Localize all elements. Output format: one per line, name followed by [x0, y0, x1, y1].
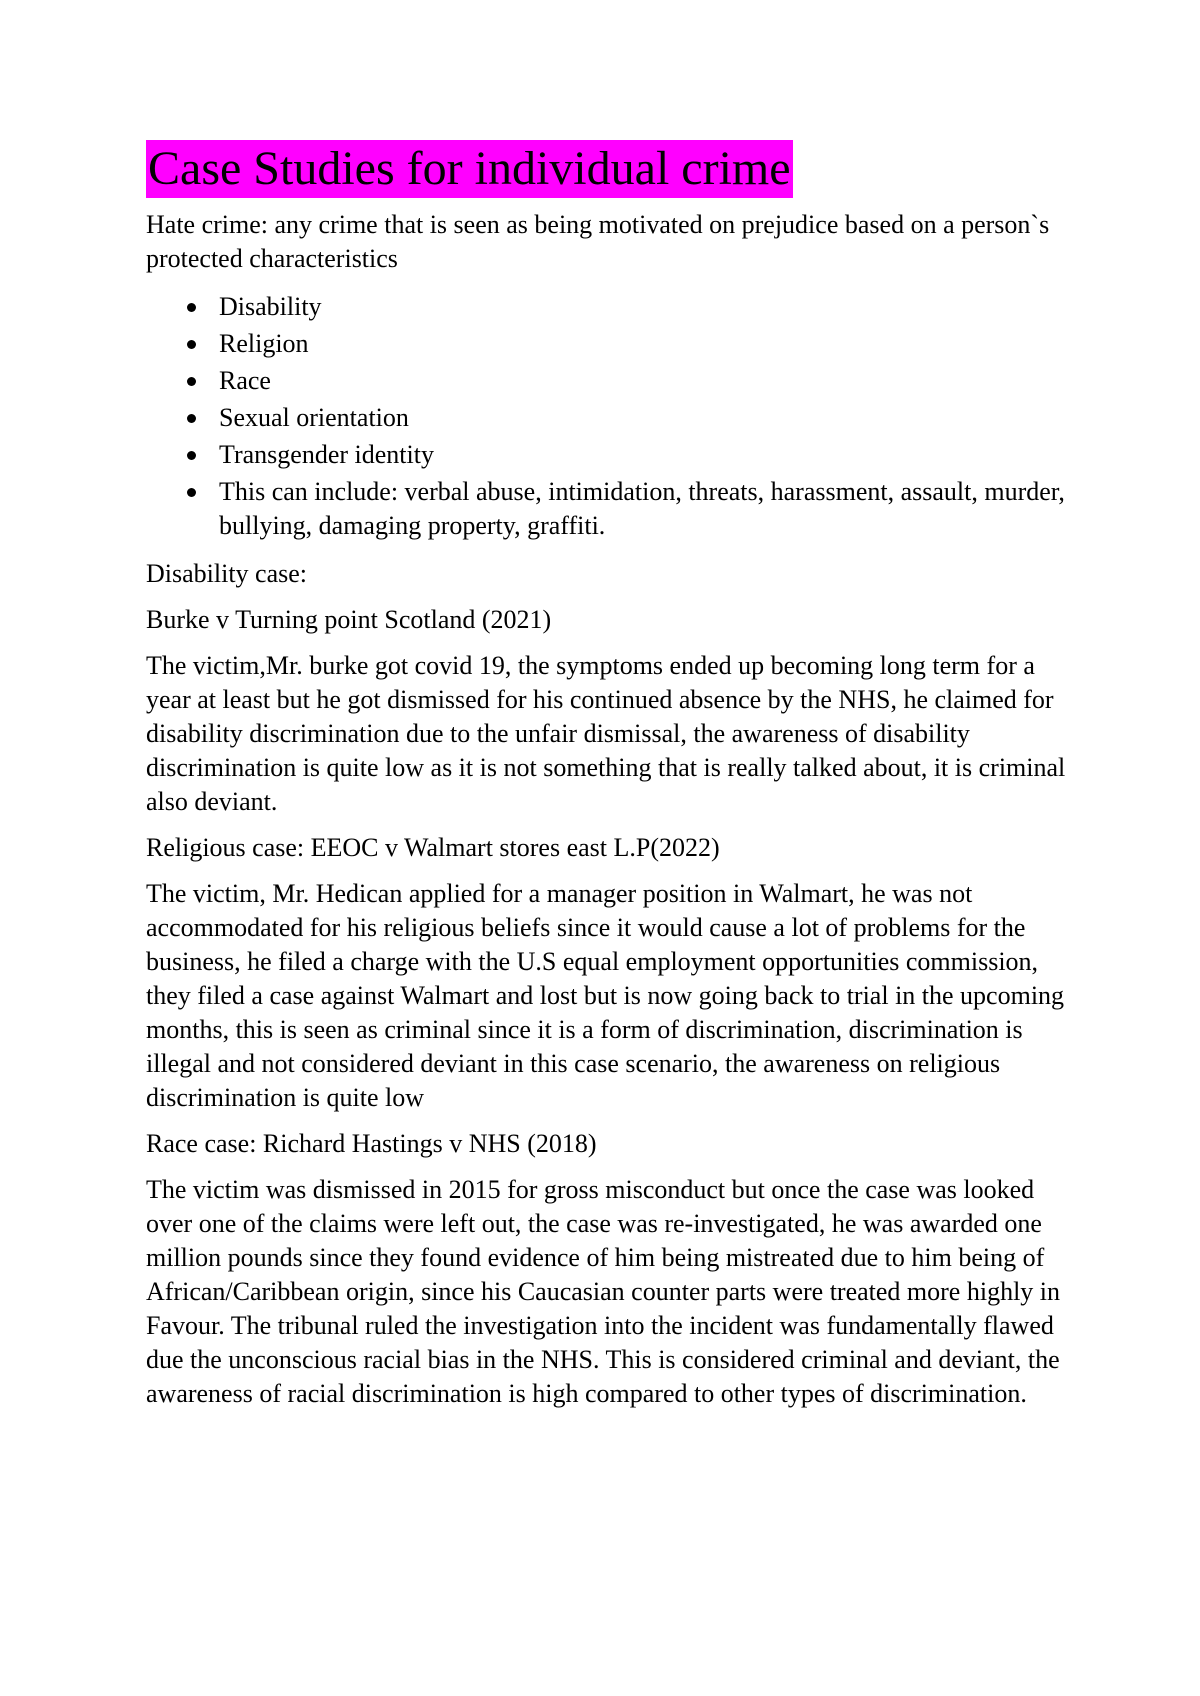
disability-case-title: Burke v Turning point Scotland (2021): [146, 605, 552, 634]
disability-heading: Disability case:: [146, 559, 308, 588]
protected-characteristics-list: [146, 290, 1076, 543]
list-item: [146, 401, 1076, 435]
list-item: [146, 475, 1076, 543]
race-case-body: The victim was dismissed in 2015 for gross misconduct but once the case was looked over one of the claims were left out, the case was re-investigated, he was awarded one million pounds since they found evidence of him being mistreated due to him being of African/Caribbean origin, since his Caucasian counter parts were treated more highly in Favour. The tribunal ruled the investigation into the incident was fundamentally flawed due the unconscious racial bias in the NHS. This is considered criminal and deviant, the awareness of racial discrimination is high compared to other types of discrimination.: [146, 1175, 1061, 1408]
list-item-text: Transgender identity: [219, 440, 434, 469]
bullet-icon: [187, 340, 196, 349]
disability-case-body: The victim,Mr. burke got covid 19, the symptoms ended up becoming long term for a year at least but he got dismissed for his continued absence by the NHS, he claimed for disability discrimination due to the unfair dismissal, the awareness of disability discrimination is quite low as it is not something that is really talked about, it is criminal also deviant.: [146, 651, 1066, 816]
list-item-text: Race: [219, 366, 271, 395]
bullet-icon: [187, 451, 196, 460]
race-case-heading: Race case: Richard Hastings v NHS (2018): [146, 1129, 597, 1158]
list-item: [146, 364, 1076, 398]
religious-case-body: The victim, Mr. Hedican applied for a manager position in Walmart, he was not accommodated for his religious beliefs since it would cause a lot of problems for the business, he filed a charge with the U.S equal employment opportunities commission, they filed a case against Walmart and lost but is now going back to trial in the upcoming months, this is seen as criminal since it is a form of discrimination, discrimination is illegal and not considered deviant in this case scenario, the awareness on religious discrimination is quite low: [146, 879, 1065, 1112]
bullet-icon: [187, 488, 196, 497]
list-item: [146, 438, 1076, 472]
list-item: [146, 327, 1076, 361]
bullet-icon: [187, 414, 196, 423]
page-title: Case Studies for individual crime: [146, 140, 793, 198]
list-item-text: This can include: verbal abuse, intimidation, threats, harassment, assault, murder, bullying, damaging property, graffiti.: [219, 477, 1065, 540]
hate-crime-definition: Hate crime: any crime that is seen as being motivated on prejudice based on a person`s protected characteristics: [146, 210, 1050, 273]
religious-case-heading: Religious case: EEOC v Walmart stores east L.P(2022): [146, 833, 720, 862]
bullet-icon: [187, 377, 196, 386]
list-item-text: Disability: [219, 292, 322, 321]
list-item-text: Sexual orientation: [219, 403, 409, 432]
document-page: [146, 140, 1076, 1411]
list-item: [146, 290, 1076, 324]
bullet-icon: [187, 303, 196, 312]
list-item-text: Religion: [219, 329, 309, 358]
